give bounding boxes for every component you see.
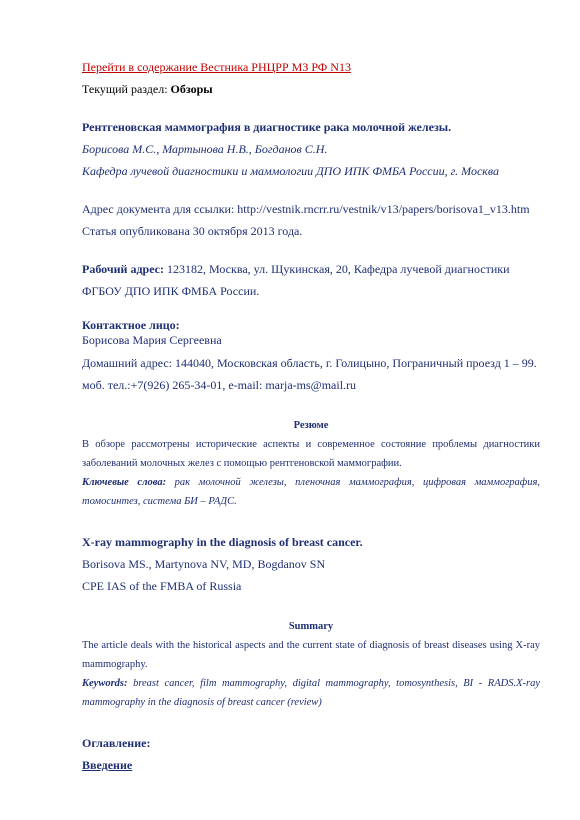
- section-value: Обзоры: [170, 82, 213, 96]
- summary-keywords: [82, 674, 540, 712]
- affiliation-ru: Кафедра лучевой диагностики и маммологии ДПО ИПК ФМБА России, г. Москва: [82, 164, 500, 178]
- toc-item-introduction[interactable]: [82, 754, 540, 776]
- work-address-label: Рабочий адрес:: [82, 262, 164, 276]
- resume-heading: Резюме: [293, 420, 329, 431]
- section-label: Текущий раздел:: [82, 82, 171, 96]
- document-page: [82, 56, 540, 776]
- resume-keywords-value: рак молочной железы, пленочная маммография, цифровая маммография, томосинтез, система БИ – РАДС.: [82, 477, 541, 507]
- resume-keywords-label: Ключевые слова:: [82, 477, 167, 488]
- work-address-value: 123182, Москва, ул. Щукинская, 20, Кафедра лучевой диагностики: [164, 262, 510, 276]
- home-address: Домашний адрес: 144040, Московская область, г. Голицыно, Пограничный проезд 1 – 99.: [82, 356, 537, 370]
- summary-heading: Summary: [288, 621, 334, 632]
- authors-en: Borisova MS., Martynova NV, MD, Bogdanov SN: [82, 557, 326, 571]
- citation-address: Адрес документа для ссылки: http://vestnik.rncrr.ru/vestnik/v13/papers/borisova1_v13.htm: [82, 202, 530, 216]
- publication-date: Статья опубликована 30 октября 2013 года.: [82, 224, 303, 238]
- affiliation-en: CPE IAS of the FMBA of Russia: [82, 579, 242, 593]
- summary-text: The article deals with the historical aspects and the current state of diagnosis of breast diseases using X-ray mammography.: [82, 640, 540, 670]
- toc-heading: Оглавление:: [82, 736, 151, 750]
- journal-contents-link[interactable]: Перейти в содержание Вестника РНЦРР МЗ РФ N13: [82, 60, 351, 74]
- work-address-line2: ФГБОУ ДПО ИПК ФМБА России.: [82, 284, 260, 298]
- resume-text: В обзоре рассмотрены исторические аспекты и современное состояние проблемы диагностики заболеваний молочных желез с помощью рентгеновской маммографии.: [82, 439, 540, 469]
- toc-link-introduction[interactable]: Введение: [82, 758, 133, 772]
- authors-ru: Борисова М.С., Мартынова Н.В., Богданов С.Н.: [82, 142, 328, 156]
- article-title-en: X-ray mammography in the diagnosis of breast cancer.: [82, 535, 363, 549]
- summary-keywords-value: breast cancer, film mammography, digital mammography, tomosynthesis, BI - RADS.X-ray mammography in the diagnosis of breast cancer (review): [82, 678, 540, 708]
- contact-label: Контактное лицо:: [82, 318, 180, 332]
- contact-name: Борисова Мария Сергеевна: [82, 333, 222, 347]
- contact-phone-email: моб. тел.:+7(926) 265-34-01, e-mail: marja-ms@mail.ru: [82, 378, 357, 392]
- work-address: [82, 258, 540, 280]
- resume-keywords: [82, 473, 540, 511]
- article-title-ru: Рентгеновская маммография в диагностике рака молочной железы.: [82, 120, 452, 134]
- summary-keywords-label: Keywords:: [82, 678, 128, 689]
- current-section: [82, 78, 540, 100]
